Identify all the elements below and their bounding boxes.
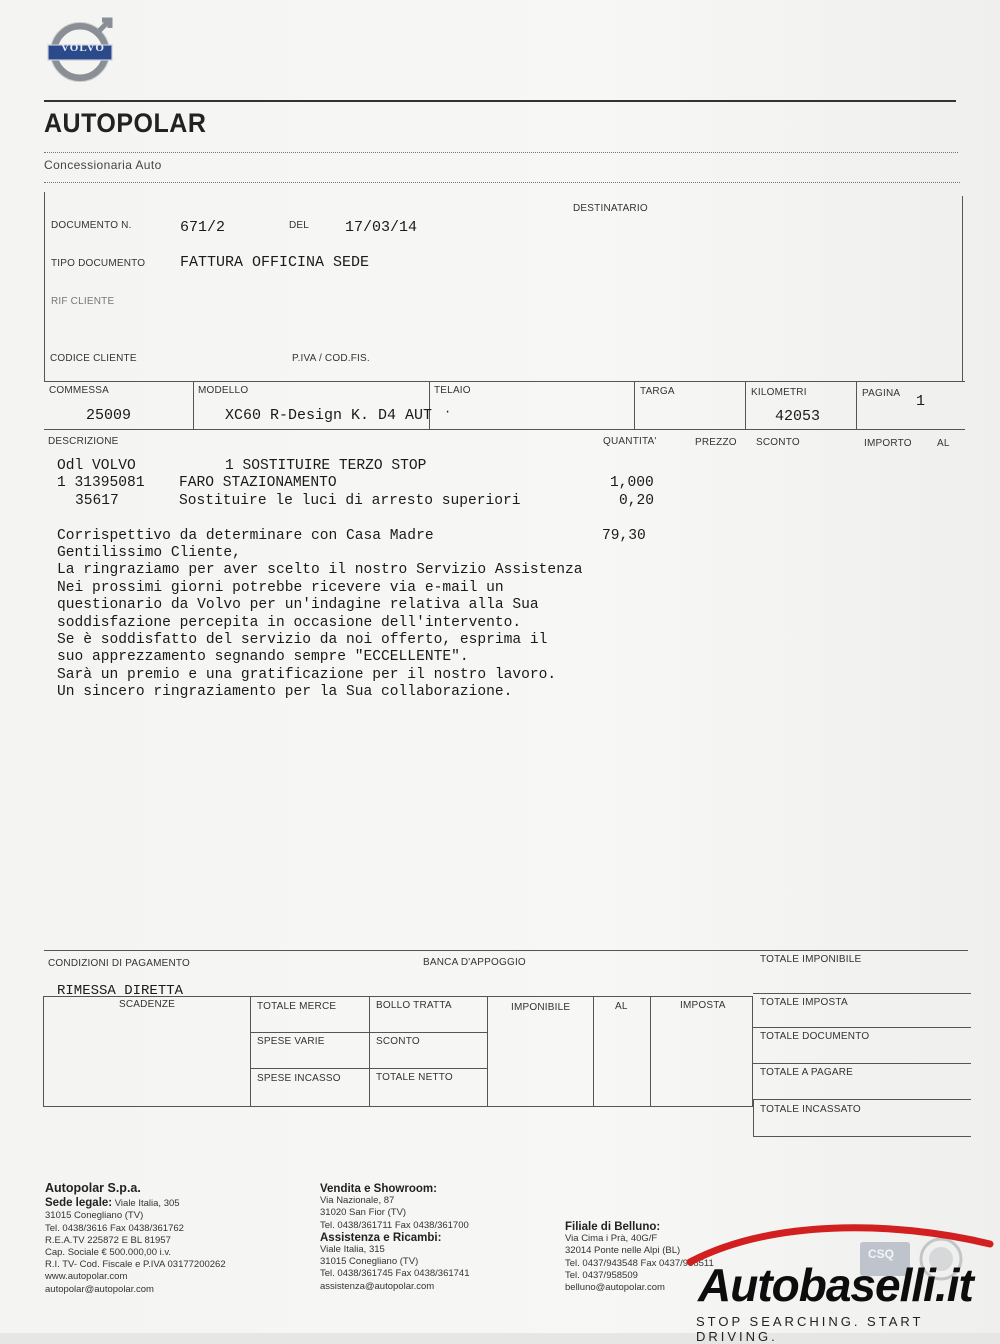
sede-address: Viale Italia, 305 (114, 1198, 180, 1210)
volvo-logo-text: VOLVO (61, 42, 105, 54)
imposta-label: IMPOSTA (680, 1000, 726, 1011)
cell-divider (650, 996, 651, 1107)
message-line: La ringraziamo per aver scelto il nostro Servizio Assistenza (57, 562, 583, 579)
footer-line: autopolar@autopolar.com (45, 1283, 154, 1295)
cell-divider (487, 996, 488, 1107)
box-border (962, 196, 963, 382)
pagina-value: 1 (916, 393, 926, 410)
tot-imponibile-label: TOTALE IMPONIBILE (760, 954, 862, 965)
targa-label: TARGA (640, 386, 675, 397)
box-border (44, 192, 45, 382)
item-description: FARO STAZIONAMENTO (179, 475, 337, 492)
message-line: Se è soddisfatto del servizio da noi offerto, esprima il (57, 631, 548, 648)
table-row (57, 493, 697, 510)
km-value: 42053 (775, 408, 821, 425)
item-code: 35617 (75, 492, 119, 509)
tot-pagare-label: TOTALE A PAGARE (760, 1067, 854, 1078)
footer-line: 32014 Ponte nelle Alpi (BL) (565, 1245, 681, 1257)
message-line: Gentilissimo Cliente, (57, 544, 241, 561)
totals-grid (43, 996, 753, 1107)
cell-divider (753, 1063, 971, 1064)
message-line: questionario da Volvo per un'indagine relativa alla Sua (57, 597, 539, 614)
footer-line: 31020 San Fior (TV) (320, 1207, 407, 1219)
vehicle-row-top (44, 381, 965, 382)
commessa-label: COMMESSA (49, 385, 109, 396)
cell-divider (250, 1068, 487, 1069)
cell-divider (753, 993, 971, 994)
item-quantity: 1,000 (610, 475, 654, 492)
cell-divider (593, 996, 594, 1107)
invoice-lines (57, 458, 697, 701)
watermark-brand: Autobaselli.it (698, 1259, 973, 1311)
col-importo: IMPORTO (864, 438, 912, 449)
cell-divider (753, 1099, 754, 1136)
cell-divider (250, 996, 251, 1107)
footer-line: Tel. 0437/958509 (565, 1269, 638, 1281)
message-line: Sarà un premio e una gratificazione per il nostro lavoro. (57, 666, 557, 683)
doc-type: FATTURA OFFICINA SEDE (180, 254, 370, 271)
spacer (57, 510, 697, 527)
table-row (57, 475, 697, 492)
scadenze-label: SCADENZE (119, 999, 176, 1010)
item-description: Sostituire le luci di arresto superiori (179, 492, 521, 509)
col-prezzo: PREZZO (695, 437, 737, 448)
modello-value: XC60 R-Design K. D4 AUT (225, 407, 433, 424)
csq-badge-text: CSQ (868, 1247, 895, 1261)
codice-cliente-label: CODICE CLIENTE (50, 353, 137, 364)
item-quantity: 0,20 (619, 492, 655, 509)
corrispettivo-value: 79,30 (602, 527, 646, 544)
company-name: Autopolar S.p.a. (45, 1181, 141, 1195)
cell-divider (753, 1099, 971, 1100)
piva-label: P.IVA / COD.FIS. (292, 353, 370, 364)
tot-imposta-label: TOTALE IMPOSTA (760, 997, 848, 1008)
doc-number-label: DOCUMENTO N. (51, 220, 132, 231)
tot-documento-label: TOTALE DOCUMENTO (760, 1031, 870, 1042)
imponibile-label: IMPONIBILE (511, 1002, 571, 1013)
col-al: AL (937, 438, 950, 449)
cell-divider (250, 1032, 487, 1033)
commessa-value: 25009 (86, 407, 132, 424)
cell-divider (745, 381, 746, 429)
cell-divider (193, 381, 194, 429)
message-line: Nei prossimi giorni potrebbe ricevere via e-mail un (57, 579, 504, 596)
cell-divider (634, 381, 635, 429)
footer-line: R.I. TV- Cod. Fiscale e P.IVA 03177200262 (45, 1259, 226, 1271)
footer-line: Tel. 0438/361745 Fax 0438/361741 (320, 1268, 470, 1280)
footer-line: Via Cima i Prà, 40G/F (565, 1233, 658, 1245)
footer-legal (45, 1182, 305, 1296)
autobaselli-watermark (660, 1222, 1000, 1344)
vendita-label: Vendita e Showroom: (320, 1183, 437, 1195)
telaio-label: TELAIO (434, 385, 471, 396)
col-quantita: QUANTITA' (603, 436, 657, 447)
odl-description: 1 SOSTITUIRE TERZO STOP (225, 458, 427, 474)
header-rule (44, 100, 956, 102)
message-line: Un sincero ringraziamento per la Sua collaborazione. (57, 684, 513, 701)
watermark-tagline: STOP SEARCHING. START DRIVING. (696, 1314, 924, 1344)
odl-code: Odl VOLVO (57, 458, 136, 474)
footer-line: Tel. 0438/3616 Fax 0438/361762 (45, 1222, 184, 1234)
spese-varie-label: SPESE VARIE (257, 1036, 325, 1047)
assistenza-label: Assistenza e Ricambi: (320, 1231, 442, 1244)
pagina-label: PAGINA (862, 388, 901, 399)
totale-merce-label: TOTALE MERCE (257, 1001, 337, 1012)
cell-divider (753, 1136, 971, 1137)
telaio-value: · (444, 405, 452, 419)
footer-line: www.autopolar.com (45, 1271, 128, 1283)
filiale-label: Filiale di Belluno: (565, 1221, 661, 1233)
cell-divider (753, 1027, 971, 1028)
item-code: 1 31395081 (57, 475, 145, 492)
sconto-label: SCONTO (376, 1036, 420, 1047)
modello-label: MODELLO (198, 385, 249, 396)
totale-netto-label: TOTALE NETTO (376, 1072, 453, 1083)
doc-date: 17/03/14 (345, 219, 418, 236)
cell-divider (856, 381, 857, 429)
km-label: KILOMETRI (751, 387, 807, 398)
footer-line: Tel. 0438/361711 Fax 0438/361700 (320, 1219, 469, 1231)
footer-line: 31015 Conegliano (TV) (320, 1256, 419, 1268)
footer-line: Cap. Sociale € 500.000,00 i.v. (45, 1247, 172, 1259)
brand-name: AUTOPOLAR (44, 108, 207, 139)
sede-label: Sede legale: (45, 1197, 113, 1210)
condizioni-label: CONDIZIONI DI PAGAMENTO (48, 958, 191, 969)
al-label: AL (615, 1001, 628, 1012)
footer-line: assistenza@autopolar.com (320, 1280, 435, 1292)
table-row (57, 458, 697, 475)
destinatario-label: DESTINATARIO (573, 203, 648, 214)
brand-subtitle: Concessionaria Auto (44, 158, 162, 172)
corrispettivo-text: Corrispettivo da determinare con Casa Madre (57, 527, 434, 544)
col-descrizione: DESCRIZIONE (48, 436, 119, 447)
tot-incassato-label: TOTALE INCASSATO (760, 1104, 861, 1115)
totals-top-rule (44, 950, 968, 951)
doc-type-label: TIPO DOCUMENTO (51, 258, 146, 269)
spese-incasso-label: SPESE INCASSO (257, 1073, 341, 1084)
footer-line: belluno@autopolar.com (565, 1282, 665, 1294)
col-sconto: SCONTO (756, 437, 800, 448)
footer-showroom (320, 1183, 550, 1293)
doc-number: 671/2 (180, 219, 226, 236)
message-line: suo apprezzamento segnando sempre "ECCELLENTE". (57, 649, 469, 666)
banca-label: BANCA D'APPOGGIO (423, 957, 526, 968)
divider (44, 152, 958, 153)
divider (44, 182, 960, 183)
footer-line: R.E.A.TV 225872 E BL 81957 (45, 1234, 171, 1246)
rif-cliente-label: RIF CLIENTE (51, 296, 115, 307)
footer-line: 31015 Conegliano (TV) (45, 1210, 144, 1222)
cell-divider (369, 996, 370, 1107)
footer-line: Tel. 0437/943548 Fax 0437/958511 (565, 1257, 714, 1269)
footer-line: Via Nazionale, 87 (320, 1195, 395, 1207)
vehicle-row-bottom (44, 429, 965, 430)
date-label: DEL (289, 220, 310, 231)
bollo-tratta-label: BOLLO TRATTA (376, 1000, 452, 1011)
condizioni-value: RIMESSA DIRETTA (57, 983, 184, 999)
table-row (57, 528, 697, 545)
footer-line: Viale Italia, 315 (320, 1244, 385, 1256)
message-line: soddisfazione percepita in occasione dell'intervento. (57, 614, 522, 631)
